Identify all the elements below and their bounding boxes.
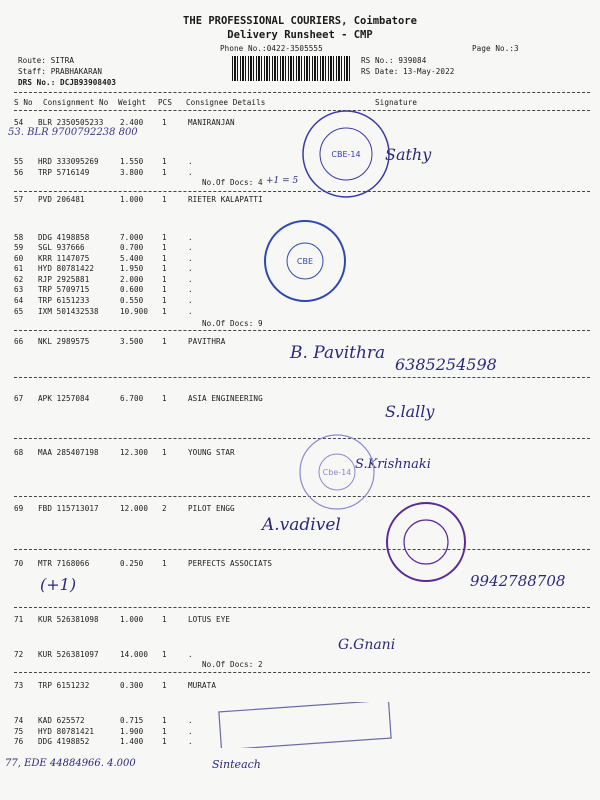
row-consignee: MURATA bbox=[188, 681, 217, 690]
row-pcs: 1 bbox=[162, 559, 167, 568]
signature-phone: 9942788708 bbox=[470, 572, 566, 590]
row-consignment: KUR 526381097 bbox=[38, 650, 99, 659]
svg-text:CBE: CBE bbox=[296, 257, 314, 266]
divider bbox=[14, 549, 590, 550]
row-consignment: MTR 7168066 bbox=[38, 559, 90, 568]
row-sno: 59 bbox=[14, 243, 24, 252]
row-weight: 0.700 bbox=[120, 243, 144, 252]
handwritten-note: +1 = 5 bbox=[266, 176, 299, 186]
row-sno: 58 bbox=[14, 233, 24, 242]
company-stamp bbox=[262, 218, 348, 304]
row-consignment: KRR 1147075 bbox=[38, 254, 90, 263]
row-consignee: PERFECTS ASSOCIATS bbox=[188, 559, 273, 568]
row-weight: 1.000 bbox=[120, 195, 144, 204]
row-pcs: 1 bbox=[162, 296, 167, 305]
row-pcs: 1 bbox=[162, 337, 167, 346]
row-weight: 2.000 bbox=[120, 275, 144, 284]
row-pcs: 1 bbox=[162, 737, 167, 746]
row-pcs: 1 bbox=[162, 168, 167, 177]
divider bbox=[14, 607, 590, 608]
col-consignment: Consignment No bbox=[43, 98, 109, 107]
col-pcs: PCS bbox=[158, 98, 173, 107]
row-pcs: 1 bbox=[162, 157, 167, 166]
row-pcs: 1 bbox=[162, 681, 167, 690]
row-consignee: . bbox=[188, 243, 193, 252]
company-name: THE PROFESSIONAL COURIERS, Coimbatore bbox=[183, 15, 417, 27]
row-consignee: ASIA ENGINEERING bbox=[188, 394, 263, 403]
row-sno: 72 bbox=[14, 650, 24, 659]
route: Route: SITRA bbox=[18, 56, 75, 65]
row-pcs: 1 bbox=[162, 233, 167, 242]
row-consignment: BLR 2350505233 bbox=[38, 118, 104, 127]
row-consignee: . bbox=[188, 254, 193, 263]
row-sno: 64 bbox=[14, 296, 24, 305]
row-consignee: . bbox=[188, 275, 193, 284]
row-sno: 66 bbox=[14, 337, 24, 346]
row-weight: 14.000 bbox=[120, 650, 149, 659]
doc-count: No.Of Docs: 2 bbox=[202, 660, 263, 669]
row-sno: 57 bbox=[14, 195, 24, 204]
col-sno: S No bbox=[14, 98, 33, 107]
row-consignee: . bbox=[188, 737, 193, 746]
row-pcs: 1 bbox=[162, 264, 167, 273]
row-weight: 7.000 bbox=[120, 233, 144, 242]
company-stamp bbox=[218, 702, 392, 748]
row-weight: 12.300 bbox=[120, 448, 149, 457]
row-consignment: MAA 285407198 bbox=[38, 448, 99, 457]
signature: A.vadivel bbox=[262, 515, 341, 535]
row-consignee: RIETER KALAPATTI bbox=[188, 195, 263, 204]
staff: Staff: PRABHAKARAN bbox=[18, 67, 103, 76]
row-sno: 60 bbox=[14, 254, 24, 263]
row-consignment: PVD 206481 bbox=[38, 195, 85, 204]
row-pcs: 1 bbox=[162, 615, 167, 624]
drs-number: DRS No.: DCJB93908403 bbox=[18, 78, 117, 87]
page-number: Page No.:3 bbox=[472, 44, 519, 53]
divider bbox=[14, 377, 590, 378]
row-sno: 75 bbox=[14, 727, 24, 736]
row-consignee: MANIRANJAN bbox=[188, 118, 235, 127]
handwritten-entry: 53. BLR 9700792238 800 bbox=[8, 127, 138, 138]
row-sno: 69 bbox=[14, 504, 24, 513]
signature: S.lally bbox=[385, 402, 435, 421]
signature-phone: 6385254598 bbox=[395, 355, 497, 374]
row-consignment: HYD 80781421 bbox=[38, 727, 95, 736]
row-weight: 12.000 bbox=[120, 504, 149, 513]
row-weight: 0.715 bbox=[120, 716, 144, 725]
doc-count: No.Of Docs: 9 bbox=[202, 319, 263, 328]
row-weight: 0.250 bbox=[120, 559, 144, 568]
row-pcs: 1 bbox=[162, 727, 167, 736]
rs-number: RS No.: 939084 bbox=[361, 56, 427, 65]
row-sno: 65 bbox=[14, 307, 24, 316]
signature: Sathy bbox=[385, 145, 432, 164]
row-consignment: NKL 2989575 bbox=[38, 337, 90, 346]
row-weight: 1.950 bbox=[120, 264, 144, 273]
row-consignment: DDG 4198852 bbox=[38, 737, 90, 746]
row-weight: 3.800 bbox=[120, 168, 144, 177]
row-weight: 6.700 bbox=[120, 394, 144, 403]
divider bbox=[14, 92, 590, 93]
row-pcs: 1 bbox=[162, 254, 167, 263]
company-stamp bbox=[384, 500, 468, 584]
row-sno: 54 bbox=[14, 118, 24, 127]
row-consignment: TRP 5709715 bbox=[38, 285, 90, 294]
row-sno: 76 bbox=[14, 737, 24, 746]
row-consignee: . bbox=[188, 264, 193, 273]
row-consignee: PAVITHRA bbox=[188, 337, 226, 346]
company-stamp bbox=[300, 108, 392, 200]
divider bbox=[14, 330, 590, 331]
row-sno: 71 bbox=[14, 615, 24, 624]
row-consignee: . bbox=[188, 157, 193, 166]
row-consignment: KAD 625572 bbox=[38, 716, 85, 725]
row-weight: 0.550 bbox=[120, 296, 144, 305]
row-consignee: . bbox=[188, 307, 193, 316]
handwritten-entry: 77, EDE 44884966. 4.000 bbox=[5, 758, 136, 769]
row-pcs: 2 bbox=[162, 504, 167, 513]
row-consignment: APK 1257084 bbox=[38, 394, 90, 403]
divider bbox=[14, 191, 590, 192]
row-consignee: LOTUS EYE bbox=[188, 615, 231, 624]
signature: G.Gnani bbox=[338, 637, 396, 653]
row-consignment: SGL 937666 bbox=[38, 243, 85, 252]
row-pcs: 1 bbox=[162, 650, 167, 659]
divider bbox=[14, 496, 590, 497]
row-sno: 61 bbox=[14, 264, 24, 273]
row-weight: 1.000 bbox=[120, 615, 144, 624]
row-sno: 55 bbox=[14, 157, 24, 166]
row-consignment: KUR 526381098 bbox=[38, 615, 99, 624]
phone: Phone No.:0422-3505555 bbox=[220, 44, 323, 53]
row-sno: 73 bbox=[14, 681, 24, 690]
row-weight: 5.400 bbox=[120, 254, 144, 263]
row-consignment: DDG 4198858 bbox=[38, 233, 90, 242]
row-consignee: . bbox=[188, 727, 193, 736]
row-sno: 70 bbox=[14, 559, 24, 568]
row-sno: 63 bbox=[14, 285, 24, 294]
row-consignment: TRP 5716149 bbox=[38, 168, 90, 177]
row-pcs: 1 bbox=[162, 243, 167, 252]
row-consignment: HYD 80781422 bbox=[38, 264, 95, 273]
signature: Sinteach bbox=[212, 758, 261, 771]
row-consignment: TRP 6151233 bbox=[38, 296, 90, 305]
row-consignment: FBD 115713017 bbox=[38, 504, 99, 513]
row-consignee: . bbox=[188, 285, 193, 294]
handwritten-note: (+1) bbox=[40, 575, 77, 594]
row-pcs: 1 bbox=[162, 285, 167, 294]
row-weight: 0.600 bbox=[120, 285, 144, 294]
divider bbox=[14, 438, 590, 439]
row-weight: 1.900 bbox=[120, 727, 144, 736]
svg-text:Cbe-14: Cbe-14 bbox=[322, 468, 352, 477]
row-consignment: RJP 2925881 bbox=[38, 275, 90, 284]
row-consignee: . bbox=[188, 296, 193, 305]
row-pcs: 1 bbox=[162, 448, 167, 457]
row-consignee: . bbox=[188, 650, 193, 659]
signature: B. Pavithra bbox=[290, 343, 386, 363]
row-weight: 2.400 bbox=[120, 118, 144, 127]
divider bbox=[14, 672, 590, 673]
row-consignee: PILOT ENGG bbox=[188, 504, 235, 513]
divider bbox=[14, 110, 590, 111]
page-title: Delivery Runsheet - CMP bbox=[227, 29, 373, 41]
signature: S.Krishnaki bbox=[355, 457, 431, 472]
row-weight: 3.500 bbox=[120, 337, 144, 346]
row-weight: 1.550 bbox=[120, 157, 144, 166]
row-consignee: YOUNG STAR bbox=[188, 448, 235, 457]
svg-text:CBE-14: CBE-14 bbox=[331, 150, 361, 159]
col-weight: Weight bbox=[118, 98, 147, 107]
row-pcs: 1 bbox=[162, 307, 167, 316]
row-pcs: 1 bbox=[162, 716, 167, 725]
rs-date: RS Date: 13-May-2022 bbox=[361, 67, 455, 76]
row-pcs: 1 bbox=[162, 118, 167, 127]
row-consignment: HRD 333095269 bbox=[38, 157, 99, 166]
col-consignee: Consignee Details bbox=[186, 98, 266, 107]
row-pcs: 1 bbox=[162, 394, 167, 403]
row-weight: 1.400 bbox=[120, 737, 144, 746]
barcode bbox=[232, 56, 350, 81]
row-consignee: . bbox=[188, 716, 193, 725]
row-sno: 56 bbox=[14, 168, 24, 177]
row-pcs: 1 bbox=[162, 275, 167, 284]
row-consignee: . bbox=[188, 233, 193, 242]
row-pcs: 1 bbox=[162, 195, 167, 204]
col-signature: Signature bbox=[375, 98, 418, 107]
doc-count: No.Of Docs: 4 bbox=[202, 178, 263, 187]
company-stamp bbox=[297, 432, 377, 512]
row-sno: 62 bbox=[14, 275, 24, 284]
row-consignment: IXM 501432538 bbox=[38, 307, 99, 316]
row-weight: 10.900 bbox=[120, 307, 149, 316]
row-weight: 0.300 bbox=[120, 681, 144, 690]
row-sno: 68 bbox=[14, 448, 24, 457]
row-consignee: . bbox=[188, 168, 193, 177]
row-consignment: TRP 6151232 bbox=[38, 681, 90, 690]
row-sno: 67 bbox=[14, 394, 24, 403]
row-sno: 74 bbox=[14, 716, 24, 725]
